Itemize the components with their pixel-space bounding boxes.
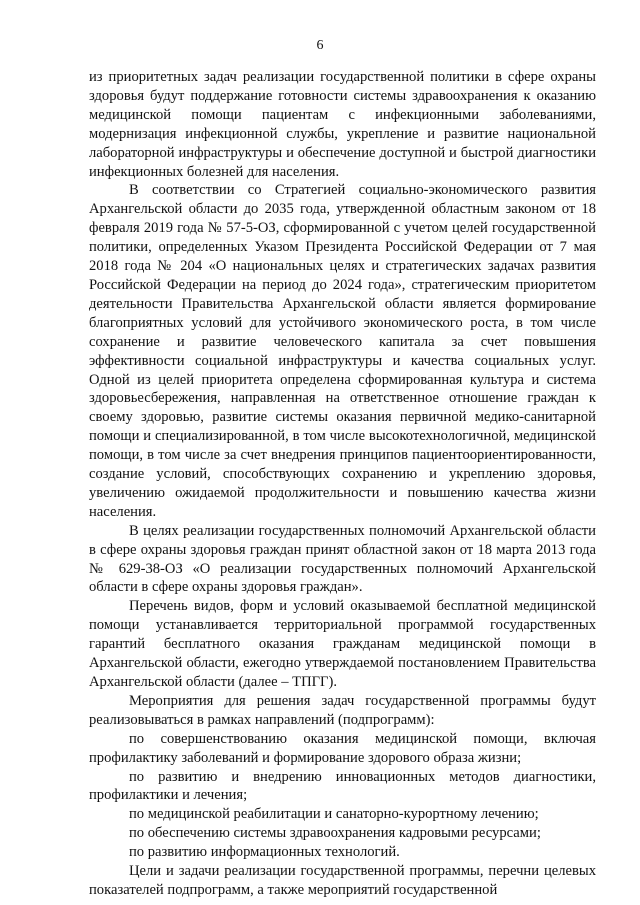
paragraph-continued: из приоритетных задач реализации государственной политики в сфере охраны здоровья будут поддержание готовности системы здравоохранения к оказанию медицинской помощи пациентам с инфекционными заболеваниями, модернизация инфекционной службы, укрепление и развитие национальной лабораторной инфраструктуры и обеспечение доступной и быстрой диагностики инфекционных болезней для населения. (89, 69, 596, 180)
paragraph-regional-law: В целях реализации государственных полномочий Архангельской области в сфере охраны здоровья граждан принят областной закон от 18 марта 2013 года № 629-38-ОЗ «О реализации государственных полномочий Архангельской области в сфере охраны здоровья граждан». (89, 522, 596, 596)
direction-item: по обеспечению системы здравоохранения кадровыми ресурсами; (129, 825, 541, 842)
body-text (89, 68, 596, 900)
paragraph-strategy: В соответствии со Стратегией социально-экономического развития Архангельской области до 2035 года, утвержденной областным законом от 18 февраля 2019 года № 57-5-ОЗ, сформированной с учетом целей государственной политики, определенных Указом Президента Российской Федерации от 7 мая 2018 года № 204 «О национальных целях и стратегических задачах развития Российской Федерации на период до 2024 года», стратегическим приоритетом деятельности Правительства Архангельской области является формирование благоприятных условий для устойчивого экономического роста, в том числе сохранение и развитие человеческого капитала за счет повышения эффективности социальной инфраструктуры и качества социальных услуг. Одной из целей приоритета определена сформированная культура и система здоровьесбережения, направленная на ответственное отношение граждан к своему здоровью, развитие системы оказания первичной медико-санитарной помощи и специализированной, в том числе высокотехнологичной, медицинской помощи, в том числе за счет внедрения принципов пациентоориентированности, создание условий, способствующих сохранению и укреплению здоровья, увеличению ожидаемой продолжительности и повышению качества жизни населения. (89, 182, 596, 520)
paragraph-goals: Цели и задачи реализации государственной программы, перечни целевых показателей подпрограмм, а также мероприятий государственной (89, 863, 596, 898)
direction-item: по развитию и внедрению инновационных методов диагностики, профилактики и лечения; (89, 768, 596, 804)
directions-list (89, 730, 596, 862)
direction-item: по развитию информационных технологий. (129, 844, 400, 861)
paragraph-tpgg: Перечень видов, форм и условий оказываемой бесплатной медицинской помощи устанавливается территориальной программой государственных гарантий бесплатного оказания гражданам медицинской помощи в Архангельской области, ежегодно утверждаемой постановлением Правительства Архангельской области (далее – ТПГГ). (89, 598, 596, 690)
page-number: 6 (316, 38, 324, 53)
paragraph-measures: Мероприятия для решения задач государственной программы будут реализовываться в рамках направлений (подпрограмм): (89, 692, 596, 728)
direction-item: по совершенствованию оказания медицинской помощи, включая профилактику заболеваний и формирование здорового образа жизни; (89, 730, 596, 766)
direction-item: по медицинской реабилитации и санаторно-курортному лечению; (129, 806, 539, 823)
